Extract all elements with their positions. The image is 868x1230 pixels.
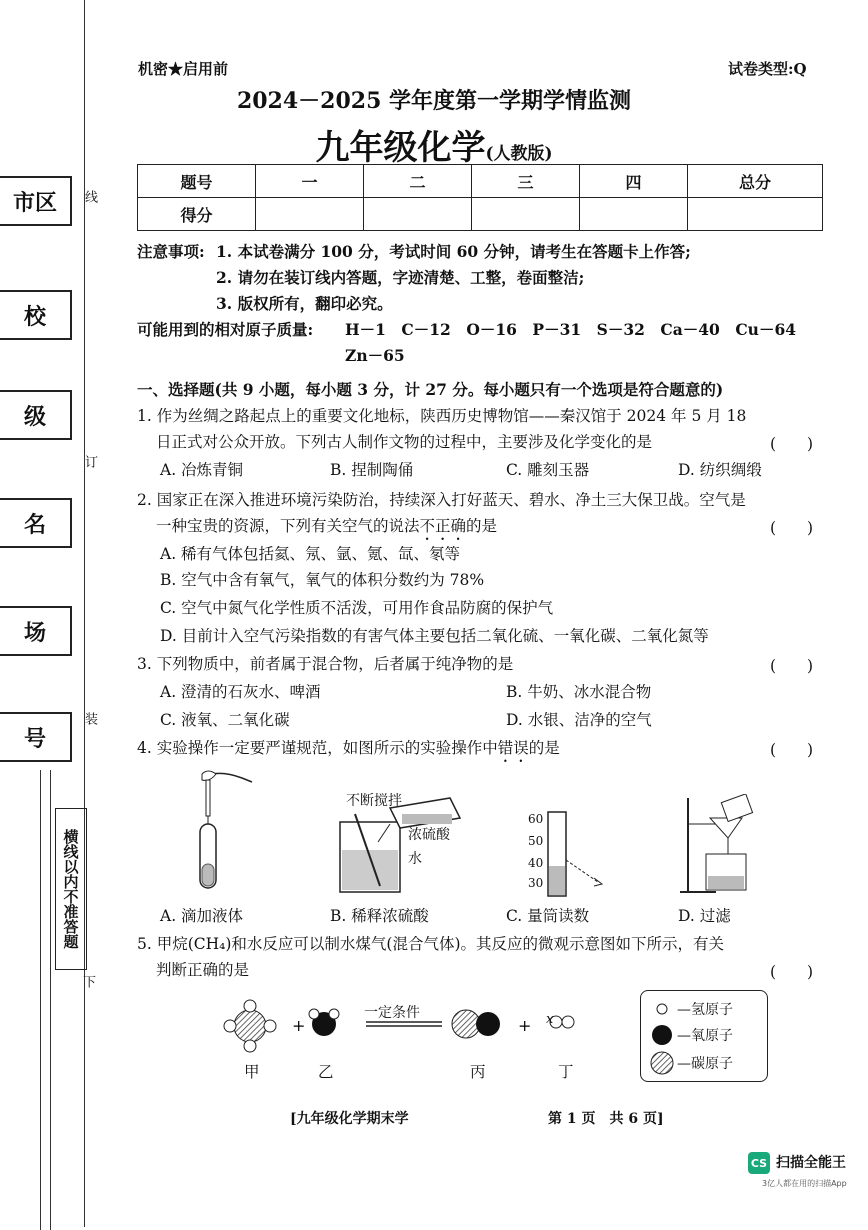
score-cell: 题号 [138,165,256,198]
reactant-jia: 甲 [244,1063,260,1081]
section-heading: 一、选择题(共 9 小题，每小题 3 分，计 27 分。每小题只有一个选项是符合题意的) [137,380,724,399]
atomic-mass-values-2: Zn－65 [345,346,405,365]
score-cell: 一 [256,165,364,198]
footer-left: [九年级化学期末学 [290,1111,409,1127]
margin-field-class: 级 [0,390,72,440]
atomic-mass-label: 可能用到的相对原子质量: [137,320,314,339]
product-ding: 丁 [558,1063,574,1081]
q1-option-b: B. 捏制陶俑 [330,461,414,479]
note-item-3: 3. 版权所有，翻印必究。 [216,294,393,313]
margin-field-number: 号 [0,712,72,762]
svg-text:+: + [292,1016,306,1035]
binding-line-inner [50,770,51,1230]
label-stir: 不断搅拌 [346,793,402,809]
score-cell: 得分 [138,198,256,231]
label-water: 水 [408,851,422,867]
cut-mark-pack: 装 [82,712,97,725]
q4-answer-blank: ( ) [770,741,814,759]
q2-emphasis: 不正确 [419,517,467,535]
q2-stem: 2. 国家正在深入推进环境污染防治，持续深入打好蓝天、碧水、净土三大保卫战。空气是 [137,491,746,509]
label-acid: 浓硫酸 [408,827,450,843]
reaction-condition: 一定条件 [364,1005,420,1021]
q4-option-c: C. 量筒读数 [506,907,590,925]
atomic-mass-values: H－1 C－12 O－16 P－31 S－32 Ca－40 Cu－64 [345,320,797,339]
score-cell: 总分 [688,165,823,198]
note-item-2: 2. 请勿在装订线内答题，字迹清楚、工整，卷面整洁; [216,268,585,287]
svg-text:+: + [518,1016,532,1035]
legend-carbon: —碳原子 [677,1056,733,1072]
margin-field-school: 校 [0,290,72,340]
score-cell: 二 [364,165,472,198]
q1-option-c: C. 雕刻玉器 [506,461,590,479]
q3-answer-blank: ( ) [770,657,814,675]
q3-option-c: C. 液氧、二氧化碳 [160,711,290,729]
q2-option-d: D. 目前计入空气污染指数的有害气体主要包括二氧化硫、一氧化碳、二氧化氮等 [160,627,709,645]
score-blank [580,198,688,231]
q2-option-a: A. 稀有气体包括氦、氖、氩、氪、氙、氡等 [160,545,461,563]
score-blank [472,198,580,231]
tick-50: 50 [528,834,544,848]
q4-emphasis: 错误 [497,739,529,757]
q4-option-d: D. 过滤 [678,907,731,925]
q3-option-d: D. 水银、洁净的空气 [506,711,652,729]
score-cell: 四 [580,165,688,198]
reactant-yi: 乙 [318,1063,334,1081]
q1-answer-blank: ( ) [770,435,814,453]
q2-answer-blank: ( ) [770,519,814,537]
q1-stem-2: 日正式对公众开放。下列古人制作文物的过程中，主要涉及化学变化的是 [156,433,653,451]
q5-answer-blank: ( ) [770,963,814,981]
no-answer-notice: 横线以内不准答题 [55,808,87,970]
edition-label: (人教版) [485,144,553,164]
q3-stem: 3. 下列物质中，前者属于混合物，后者属于纯净物的是 [137,655,514,673]
binding-line-inner2 [40,770,41,1230]
tick-30: 30 [528,876,544,890]
product-bing: 丙 [470,1063,486,1081]
score-blank [688,198,823,231]
q2-option-b: B. 空气中含有氧气，氧气的体积分数约为 78% [160,571,485,589]
q2-stem-2: 一种宝贵的资源，下列有关空气的说法不正确的是 [156,517,498,535]
score-table-header-row [138,165,823,198]
dropper-figure [180,768,260,898]
binding-line [84,0,85,1227]
score-cell: 三 [472,165,580,198]
q5-stem-2: 判断正确的是 [156,961,250,979]
q1-option-d: D. 纺织绸缎 [678,461,762,479]
legend-hydrogen: —氢原子 [677,1002,733,1018]
confidential-label: 机密★启用前 [138,60,229,78]
note-item-1: 1. 本试卷满分 100 分，考试时间 60 分钟，请考生在答题卡上作答; [216,242,691,261]
q1-option-a: A. 冶炼青铜 [160,461,244,479]
camscanner-tagline: 3亿人都在用的扫描App [762,1179,847,1188]
q4-option-b: B. 稀释浓硫酸 [330,907,429,925]
margin-field-district: 市区 [0,176,72,226]
score-blank [364,198,472,231]
score-table-score-row [138,198,823,231]
q3-option-b: B. 牛奶、冰水混合物 [506,683,652,701]
q3-option-a: A. 澄清的石灰水、啤酒 [160,683,321,701]
q2-option-c: C. 空气中氮气化学性质不活泼，可用作食品防腐的保护气 [160,599,554,617]
legend-icons [647,995,677,1079]
margin-field-name: 名 [0,498,72,548]
cut-mark-below: 下 [80,975,95,988]
filtration-figure [676,794,766,896]
cut-mark-line: 线 [82,190,97,203]
q5-stem: 5. 甲烷(CH₄)和水反应可以制水煤气(混合气体)。其反应的微观示意图如下所示，有关 [137,935,724,953]
exam-title: 2024－2025 学年度第一学期学情监测 [236,88,632,114]
cut-mark-bind: 订 [82,455,97,468]
score-table [137,164,823,231]
subject-title: 九年级化学(人教版) [315,128,553,168]
q4-option-a: A. 滴加液体 [160,907,244,925]
q1-stem: 1. 作为丝绸之路起点上的重要文化地标，陕西历史博物馆——秦汉馆于 2024 年 5 月 18 [137,407,747,425]
q4-stem: 4. 实验操作一定要严谨规范，如图所示的实验操作中错误的是 [137,739,560,757]
camscanner-logo-icon: CS [748,1152,770,1174]
camscanner-name: 扫描全能王 [776,1155,846,1171]
tick-60: 60 [528,812,544,826]
notes-label: 注意事项: [137,242,205,261]
tick-40: 40 [528,856,544,870]
paper-type-label: 试卷类型:Q [728,60,807,78]
margin-field-room: 场 [0,606,72,656]
footer-page: 第 1 页 共 6 页] [548,1111,664,1127]
legend-oxygen: —氧原子 [677,1028,733,1044]
score-blank [256,198,364,231]
reaction-coef: x [546,1012,554,1027]
atom-legend [640,990,768,1082]
